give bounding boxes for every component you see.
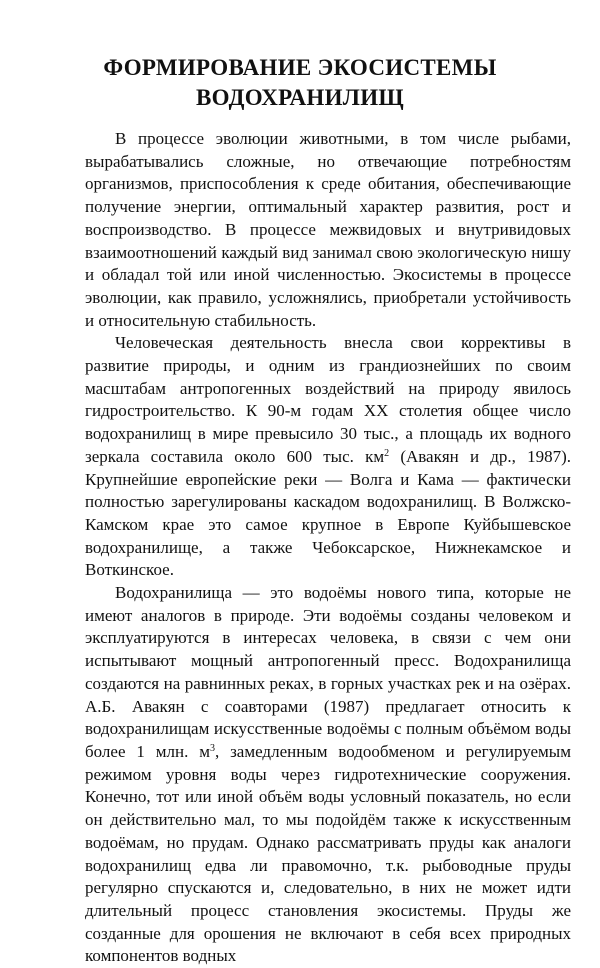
paragraph-2-text-a: Человеческая деятельность внесла свои коррективы в развитие природы, и одним из грандиознейших по своим масштабам антропогенных воздействий на природу явилось гидростроительство. К 90-м годам XX столетия общее число водохранилищ в мире превысило 30 тыс., а площадь их водного зеркала составила около 600 тыс. км: [85, 333, 571, 466]
paragraph-3-text-a: Водохранилища — это водоёмы нового типа, которые не имеют аналогов в природе. Эти водоёмы созданы человеком и эксплуатируются в интересах человека, в связи с чем они испытывают мощный антропогенный пресс. Водохранилища создаются на равнинных реках, в горных участках рек и на озёрах. А.Б. Авакян с соавторами (1987) предлагает относить к водохранилищам искусственные водоёмы с полным объёмом воды более 1 млн. м: [85, 583, 571, 761]
paragraph-2-text-b: (Авакян и др., 1987). Крупнейшие европейские реки — Волга и Кама — фактически полностью зарегулированы каскадом водохранилищ. В Волжско-Камском крае это самое крупное в Европе Куйбышевское водохранилище, а также Чебоксарское, Нижнекамское и Воткинское.: [85, 446, 572, 580]
paragraph-1: [85, 128, 571, 332]
paragraph-3: [85, 582, 571, 968]
title-line-1: ФОРМИРОВАНИЕ ЭКОСИСТЕМЫ: [103, 55, 497, 81]
page-title: [60, 53, 540, 113]
superscript-2: 2: [384, 447, 390, 459]
paragraph-3-text-b: , замедленным водообменом и регулируемым режимом уровня воды через гидротехнические сооружения. Конечно, тот или иной объём воды условный показатель, но если он действительно мал, то мы подойдём также к искусственным водоёмам, но прудам. Однако рассматривать пруды как аналоги водохранилищ едва ли правомочно, т.к. рыбоводные пруды регулярно спускаются и, следовательно, в них не может идти длительный процесс становления экосистемы. Пруды же созданные для орошения не включают в себя всех природных компонентов водных: [85, 741, 571, 966]
paragraph-2: [85, 332, 571, 582]
body-text: [85, 128, 571, 968]
superscript-3: 3: [209, 742, 215, 754]
title-line-2: ВОДОХРАНИЛИЩ: [196, 85, 404, 111]
paragraph-1-text: В процессе эволюции животными, в том числе рыбами, вырабатывались сложные, но отвечающие потребностям организмов, приспособления к среде обитания, обеспечивающие получение энергии, оптимальный характер развития, рост и воспроизводство. В процессе межвидовых и внутривидовых взаимоотношений каждый вид занимал свою экологическую нишу и обладал той или иной численностью. Экосистемы в процессе эволюции, как правило, усложнялись, приобретали устойчивость и относительную стабильность.: [85, 129, 571, 330]
